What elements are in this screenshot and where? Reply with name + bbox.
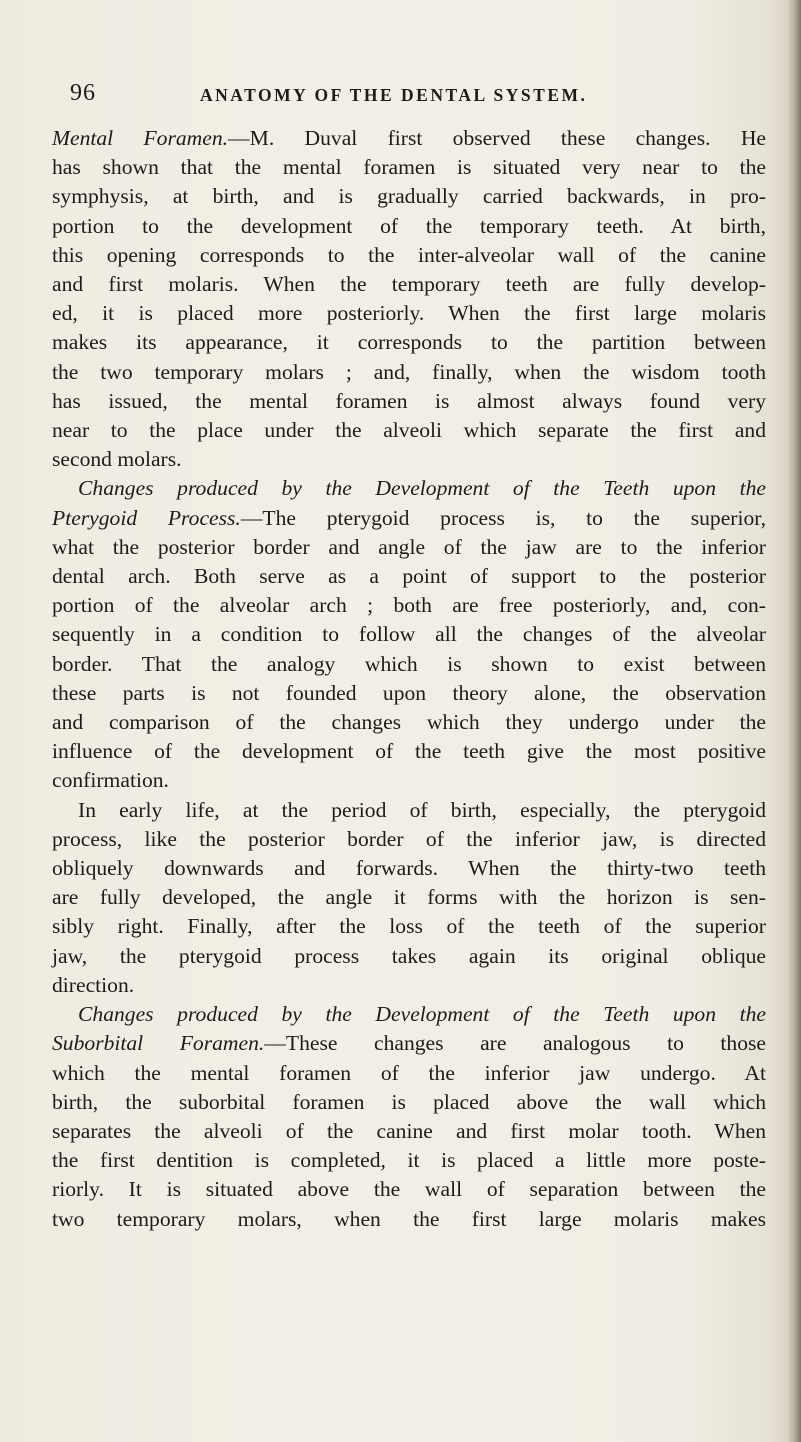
text-line: influence of the development of the teeth give the most positive xyxy=(52,739,766,764)
text-line: process, like the posterior border of the inferior jaw, is directed xyxy=(52,826,766,851)
page-header xyxy=(70,80,760,120)
text-line: sequently in a condition to follow all the changes of the alveolar xyxy=(52,622,766,647)
text-fragment: —The pterygoid process is, to the superior, xyxy=(240,505,766,530)
text-line: sibly right. Finally, after the loss of the teeth of the superior xyxy=(52,914,766,939)
section-heading-pterygoid: Changes produced by the Development of the Teeth upon the xyxy=(78,476,766,501)
text-line xyxy=(52,504,766,533)
text-line: portion of the alveolar arch ; both are free posteriorly, and, con- xyxy=(52,593,766,618)
text-line: what the posterior border and angle of the jaw are to the inferior xyxy=(52,534,766,559)
text-line: symphysis, at birth, and is gradually carried backwards, in pro- xyxy=(52,184,766,209)
text-line: separates the alveoli of the canine and first molar tooth. When xyxy=(52,1118,766,1143)
text-line: two temporary molars, when the first large molaris makes xyxy=(52,1206,766,1231)
text-line: second molars. xyxy=(52,447,182,472)
text-line: ed, it is placed more posteriorly. When the first large molaris xyxy=(52,301,766,326)
text-line: makes its appearance, it corresponds to the partition between xyxy=(52,330,766,355)
text-line: are fully developed, the angle it forms with the horizon is sen- xyxy=(52,885,766,910)
text-line: dental arch. Both serve as a point of support to the posterior xyxy=(52,564,766,589)
text-line: portion to the development of the temporary teeth. At birth, xyxy=(52,213,766,238)
page-edge-shadow xyxy=(787,0,801,1442)
text-fragment: —These changes are analogous to those xyxy=(264,1031,766,1056)
text-line: has issued, the mental foramen is almost always found very xyxy=(52,388,766,413)
text-line: obliquely downwards and forwards. When the thirty-two teeth xyxy=(52,856,766,881)
section-heading-suborbital: Changes produced by the Development of the Teeth upon the xyxy=(78,1002,766,1027)
text-line: which the mental foramen of the inferior jaw undergo. At xyxy=(52,1060,766,1085)
text-line: jaw, the pterygoid process takes again its original oblique xyxy=(52,943,766,968)
text-line: these parts is not founded upon theory alone, the observation xyxy=(52,680,766,705)
running-head: ANATOMY OF THE DENTAL SYSTEM. xyxy=(200,85,588,105)
text-line: and comparison of the changes which they undergo under the xyxy=(52,710,766,735)
text-line: direction. xyxy=(52,972,135,997)
text-line: has shown that the mental foramen is situated very near to the xyxy=(52,155,766,180)
text-line: border. That the analogy which is shown to exist between xyxy=(52,651,766,676)
text-line xyxy=(52,1029,766,1058)
text-line: confirmation. xyxy=(52,768,169,793)
section-heading-suborbital-cont: Suborbital Foramen. xyxy=(52,1031,265,1056)
text-line: the first dentition is completed, it is placed a little more poste- xyxy=(52,1148,766,1173)
text-line: the two temporary molars ; and, finally, when the wisdom tooth xyxy=(52,359,766,384)
text-line xyxy=(52,124,766,153)
section-heading-pterygoid-cont: Pterygoid Process. xyxy=(52,505,241,530)
text-line: and first molaris. When the temporary teeth are fully develop- xyxy=(52,272,766,297)
text-line: this opening corresponds to the inter-alveolar wall of the canine xyxy=(52,242,766,267)
text-line: riorly. It is situated above the wall of separation between the xyxy=(52,1177,766,1202)
text-line: near to the place under the alveoli which separate the first and xyxy=(52,418,766,443)
body-text xyxy=(52,124,766,1234)
section-heading-mental-foramen: Mental Foramen. xyxy=(52,126,229,150)
text-line: In early life, at the period of birth, especially, the pterygoid xyxy=(78,797,766,822)
text-fragment: —M. Duval first observed these changes. He xyxy=(228,126,766,150)
text-line: birth, the suborbital foramen is placed above the wall which xyxy=(52,1089,766,1114)
page-number: 96 xyxy=(70,80,96,106)
